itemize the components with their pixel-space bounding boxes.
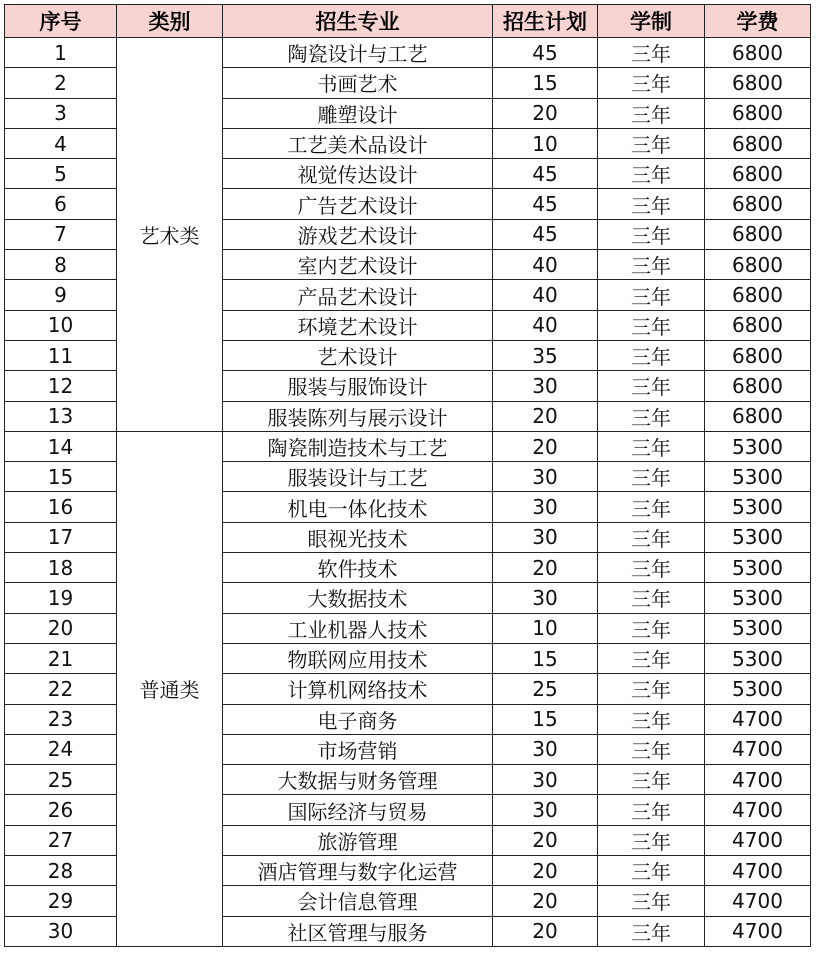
- header-row: [5, 5, 811, 38]
- cell-years: 三年: [598, 522, 705, 552]
- cell-plan: 15: [493, 68, 598, 98]
- cell-major: 书画艺术: [223, 68, 493, 98]
- cell-years: 三年: [598, 613, 705, 643]
- cell-no: 14: [5, 431, 117, 461]
- cell-years: 三年: [598, 280, 705, 310]
- cell-fee: 6800: [705, 68, 811, 98]
- cell-fee: 6800: [705, 219, 811, 249]
- cell-fee: 6800: [705, 189, 811, 219]
- cell-years: 三年: [598, 856, 705, 886]
- cell-no: 19: [5, 583, 117, 613]
- cell-fee: 5300: [705, 492, 811, 522]
- cell-no: 22: [5, 674, 117, 704]
- cell-plan: 20: [493, 431, 598, 461]
- cell-no: 29: [5, 886, 117, 916]
- cell-fee: 6800: [705, 401, 811, 431]
- cell-major: 物联网应用技术: [223, 643, 493, 673]
- cell-plan: 40: [493, 310, 598, 340]
- cell-major: 服装与服饰设计: [223, 371, 493, 401]
- cell-plan: 45: [493, 219, 598, 249]
- cell-fee: 5300: [705, 431, 811, 461]
- cell-major: 艺术设计: [223, 340, 493, 370]
- cell-fee: 4700: [705, 856, 811, 886]
- cell-no: 15: [5, 462, 117, 492]
- cell-plan: 20: [493, 98, 598, 128]
- cell-fee: 6800: [705, 280, 811, 310]
- cell-fee: 6800: [705, 310, 811, 340]
- cell-fee: 6800: [705, 159, 811, 189]
- cell-major: 产品艺术设计: [223, 280, 493, 310]
- cell-major: 电子商务: [223, 704, 493, 734]
- cell-years: 三年: [598, 310, 705, 340]
- cell-plan: 10: [493, 128, 598, 158]
- cell-major: 环境艺术设计: [223, 310, 493, 340]
- cell-fee: 4700: [705, 886, 811, 916]
- cell-no: 16: [5, 492, 117, 522]
- cell-years: 三年: [598, 825, 705, 855]
- cell-major: 服装陈列与展示设计: [223, 401, 493, 431]
- table-row: [5, 38, 811, 68]
- cell-plan: 15: [493, 643, 598, 673]
- cell-plan: 10: [493, 613, 598, 643]
- cell-no: 5: [5, 159, 117, 189]
- enrollment-table: [4, 4, 811, 947]
- cell-major: 游戏艺术设计: [223, 219, 493, 249]
- cell-no: 11: [5, 340, 117, 370]
- cell-major: 国际经济与贸易: [223, 795, 493, 825]
- cell-years: 三年: [598, 159, 705, 189]
- cell-major: 机电一体化技术: [223, 492, 493, 522]
- cell-years: 三年: [598, 431, 705, 461]
- cell-years: 三年: [598, 765, 705, 795]
- cell-plan: 20: [493, 856, 598, 886]
- cell-no: 8: [5, 250, 117, 280]
- header-category: 类别: [117, 5, 223, 38]
- cell-fee: 4700: [705, 825, 811, 855]
- cell-plan: 20: [493, 825, 598, 855]
- cell-no: 17: [5, 522, 117, 552]
- cell-no: 9: [5, 280, 117, 310]
- cell-years: 三年: [598, 462, 705, 492]
- cell-no: 3: [5, 98, 117, 128]
- cell-plan: 30: [493, 462, 598, 492]
- cell-no: 25: [5, 765, 117, 795]
- cell-major: 工艺美术品设计: [223, 128, 493, 158]
- cell-major: 工业机器人技术: [223, 613, 493, 643]
- cell-years: 三年: [598, 643, 705, 673]
- cell-major: 软件技术: [223, 553, 493, 583]
- cell-no: 30: [5, 916, 117, 946]
- cell-major: 室内艺术设计: [223, 250, 493, 280]
- cell-major: 眼视光技术: [223, 522, 493, 552]
- cell-years: 三年: [598, 916, 705, 946]
- cell-fee: 5300: [705, 553, 811, 583]
- cell-fee: 6800: [705, 38, 811, 68]
- cell-no: 12: [5, 371, 117, 401]
- cell-plan: 30: [493, 492, 598, 522]
- cell-fee: 4700: [705, 916, 811, 946]
- cell-years: 三年: [598, 553, 705, 583]
- cell-plan: 20: [493, 886, 598, 916]
- header-no: 序号: [5, 5, 117, 38]
- cell-major: 陶瓷设计与工艺: [223, 38, 493, 68]
- header-plan: 招生计划: [493, 5, 598, 38]
- cell-years: 三年: [598, 886, 705, 916]
- cell-major: 社区管理与服务: [223, 916, 493, 946]
- cell-no: 1: [5, 38, 117, 68]
- cell-years: 三年: [598, 704, 705, 734]
- cell-years: 三年: [598, 98, 705, 128]
- cell-major: 雕塑设计: [223, 98, 493, 128]
- cell-major: 酒店管理与数字化运营: [223, 856, 493, 886]
- cell-plan: 45: [493, 159, 598, 189]
- cell-plan: 40: [493, 280, 598, 310]
- cell-fee: 5300: [705, 462, 811, 492]
- cell-years: 三年: [598, 38, 705, 68]
- cell-major: 计算机网络技术: [223, 674, 493, 704]
- cell-major: 服装设计与工艺: [223, 462, 493, 492]
- cell-fee: 5300: [705, 643, 811, 673]
- cell-no: 13: [5, 401, 117, 431]
- cell-years: 三年: [598, 674, 705, 704]
- cell-major: 陶瓷制造技术与工艺: [223, 431, 493, 461]
- cell-major: 视觉传达设计: [223, 159, 493, 189]
- cell-years: 三年: [598, 219, 705, 249]
- cell-fee: 4700: [705, 765, 811, 795]
- cell-fee: 6800: [705, 371, 811, 401]
- cell-plan: 20: [493, 916, 598, 946]
- cell-plan: 30: [493, 371, 598, 401]
- cell-plan: 20: [493, 553, 598, 583]
- cell-fee: 4700: [705, 795, 811, 825]
- cell-no: 23: [5, 704, 117, 734]
- cell-plan: 30: [493, 765, 598, 795]
- cell-years: 三年: [598, 583, 705, 613]
- cell-major: 大数据与财务管理: [223, 765, 493, 795]
- cell-category: 普通类: [117, 431, 223, 946]
- cell-no: 10: [5, 310, 117, 340]
- cell-plan: 30: [493, 522, 598, 552]
- cell-no: 20: [5, 613, 117, 643]
- cell-years: 三年: [598, 250, 705, 280]
- cell-major: 市场营销: [223, 734, 493, 764]
- cell-no: 26: [5, 795, 117, 825]
- cell-fee: 4700: [705, 704, 811, 734]
- cell-years: 三年: [598, 340, 705, 370]
- cell-years: 三年: [598, 371, 705, 401]
- cell-years: 三年: [598, 734, 705, 764]
- cell-fee: 6800: [705, 128, 811, 158]
- cell-plan: 25: [493, 674, 598, 704]
- cell-plan: 20: [493, 401, 598, 431]
- cell-plan: 45: [493, 189, 598, 219]
- cell-fee: 6800: [705, 250, 811, 280]
- cell-major: 会计信息管理: [223, 886, 493, 916]
- cell-no: 28: [5, 856, 117, 886]
- cell-years: 三年: [598, 128, 705, 158]
- cell-fee: 4700: [705, 734, 811, 764]
- cell-no: 21: [5, 643, 117, 673]
- table-row: [5, 431, 811, 461]
- cell-plan: 30: [493, 583, 598, 613]
- cell-plan: 45: [493, 38, 598, 68]
- cell-plan: 35: [493, 340, 598, 370]
- cell-category: 艺术类: [117, 38, 223, 432]
- cell-fee: 5300: [705, 674, 811, 704]
- cell-major: 大数据技术: [223, 583, 493, 613]
- cell-years: 三年: [598, 795, 705, 825]
- cell-major: 广告艺术设计: [223, 189, 493, 219]
- cell-plan: 30: [493, 795, 598, 825]
- cell-no: 4: [5, 128, 117, 158]
- header-fee: 学费: [705, 5, 811, 38]
- cell-no: 18: [5, 553, 117, 583]
- cell-no: 24: [5, 734, 117, 764]
- cell-years: 三年: [598, 401, 705, 431]
- header-years: 学制: [598, 5, 705, 38]
- cell-plan: 15: [493, 704, 598, 734]
- cell-plan: 30: [493, 734, 598, 764]
- cell-fee: 5300: [705, 583, 811, 613]
- cell-no: 27: [5, 825, 117, 855]
- cell-plan: 40: [493, 250, 598, 280]
- cell-no: 6: [5, 189, 117, 219]
- cell-major: 旅游管理: [223, 825, 493, 855]
- cell-fee: 5300: [705, 522, 811, 552]
- cell-no: 7: [5, 219, 117, 249]
- cell-years: 三年: [598, 492, 705, 522]
- cell-fee: 6800: [705, 98, 811, 128]
- cell-no: 2: [5, 68, 117, 98]
- cell-years: 三年: [598, 189, 705, 219]
- cell-fee: 6800: [705, 340, 811, 370]
- header-major: 招生专业: [223, 5, 493, 38]
- cell-fee: 5300: [705, 613, 811, 643]
- cell-years: 三年: [598, 68, 705, 98]
